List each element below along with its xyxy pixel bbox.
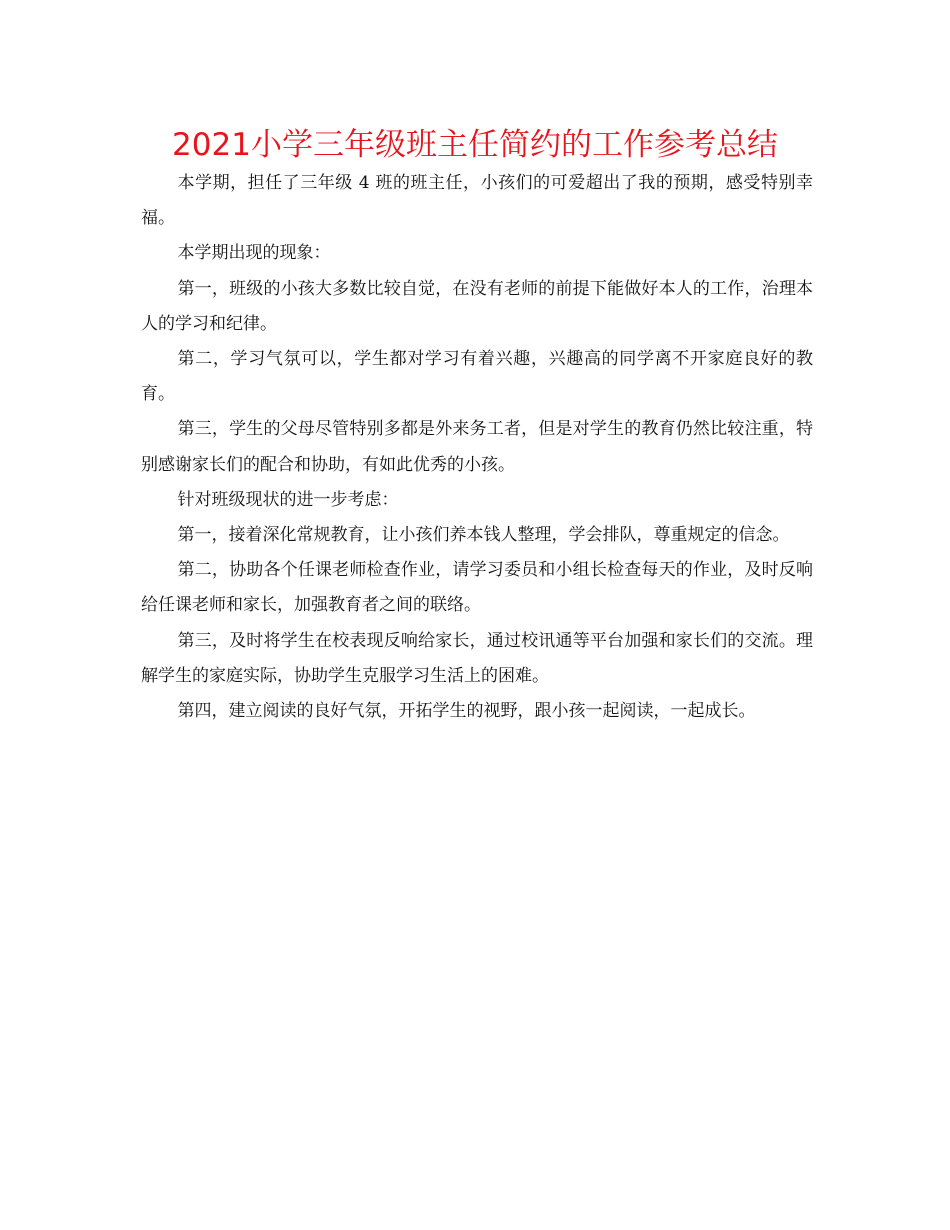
- paragraph: 针对班级现状的进一步考虑：: [177, 489, 399, 510]
- paragraph: 本学期，担任了三年级 4 班的班主任，小孩们的可爱超出了我的预期，感受特别幸福。: [141, 173, 813, 229]
- document-title: 2021小学三年级班主任简约的工作参考总结: [172, 127, 778, 163]
- paragraph: 第三，及时将学生在校表现反响给家长，通过校讯通等平台加强和家长们的交流。理解学生的家庭实际，协助学生克服学习生活上的困难。: [141, 630, 813, 686]
- document-body: [141, 166, 813, 729]
- paragraph: 第一，班级的小孩大多数比较自觉，在没有老师的前提下能做好本人的工作，治理本人的学习和纪律。: [141, 278, 813, 334]
- paragraph: 本学期出现的现象：: [177, 243, 331, 264]
- paragraph: 第一，接着深化常规教育，让小孩们养本钱人整理，学会排队，尊重规定的信念。: [177, 525, 790, 546]
- paragraph: 第三，学生的父母尽管特别多都是外来务工者，但是对学生的教育仍然比较注重，特别感谢家长们的配合和协助，有如此优秀的小孩。: [141, 419, 813, 475]
- paragraph: 第二，学习气氛可以，学生都对学习有着兴趣，兴趣高的同学离不开家庭良好的教育。: [141, 349, 813, 405]
- paragraph: 第二，协助各个任课老师检查作业，请学习委员和小组长检查每天的作业，及时反响给任课老师和家长，加强教育者之间的联络。: [141, 560, 813, 616]
- paragraph: 第四，建立阅读的良好气氛，开拓学生的视野，跟小孩一起阅读，一起成长。: [177, 701, 756, 722]
